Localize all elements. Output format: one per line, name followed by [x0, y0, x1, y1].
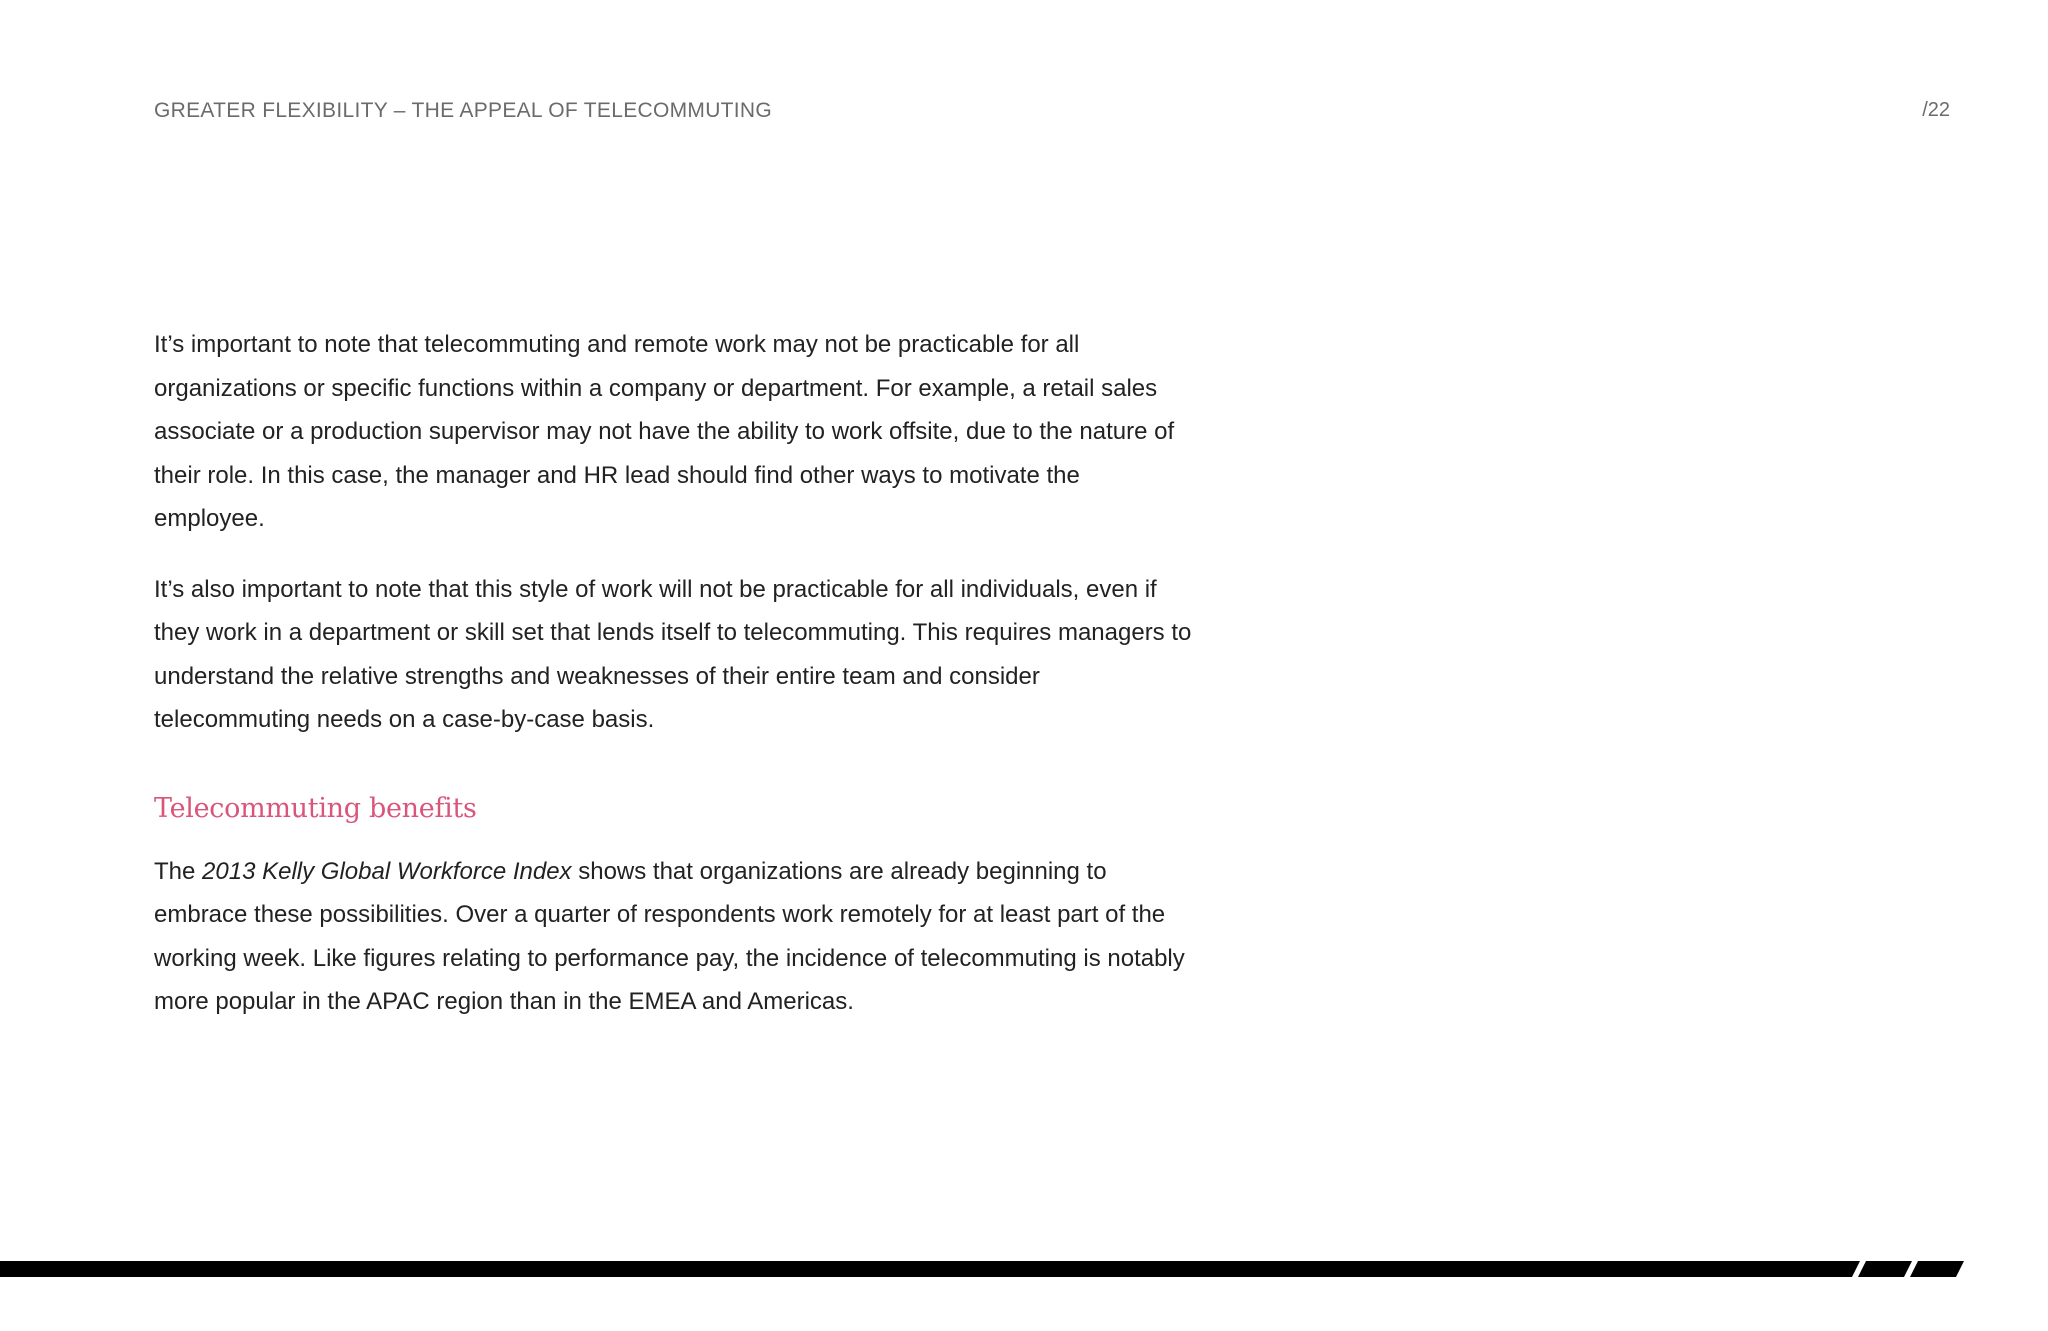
section-heading: Telecommuting benefits: [154, 792, 477, 824]
running-header-title: GREATER FLEXIBILITY – THE APPEAL OF TELECOMMUTING: [154, 99, 773, 122]
main-content: [154, 323, 1194, 1024]
footer-bar-slash-2: [1910, 1261, 1964, 1277]
body-paragraph-1: It’s important to note that telecommuting and remote work may not be practicable for all organizations or specific functions within a company or department. For example, a retail sales associate or a production supervisor may not have the ability to work offsite, due to the nature of their role. In this case, the manager and HR lead should find other ways to motivate the employee.: [154, 331, 1175, 532]
body-paragraph-3: [154, 850, 1194, 1024]
footer-bar-main-stripe: [0, 1261, 1860, 1277]
page-number: /22: [1922, 99, 1950, 121]
footer-decorative-bar: [0, 1261, 2048, 1277]
body-paragraph-2: It’s also important to note that this style of work will not be practicable for all individuals, even if they work in a department or skill set that lends itself to telecommuting. This requires managers to understand the relative strengths and weaknesses of their entire team and consider telecommuting needs on a case-by-case basis.: [154, 575, 1192, 733]
paragraph-3-emphasis: 2013 Kelly Global Workforce Index: [202, 857, 572, 885]
paragraph-3-prefix: The: [154, 857, 203, 885]
paragraph-3-suffix: shows that organizations are already beginning to embrace these possibilities. Over a quarter of respondents work remotely for at least part of the working week. Like figures relating to performance pay, the incidence of telecommuting is notably more popular in the APAC region than in the EMEA and Americas.: [154, 857, 1185, 1015]
footer-bar-slash-1: [1858, 1261, 1912, 1277]
